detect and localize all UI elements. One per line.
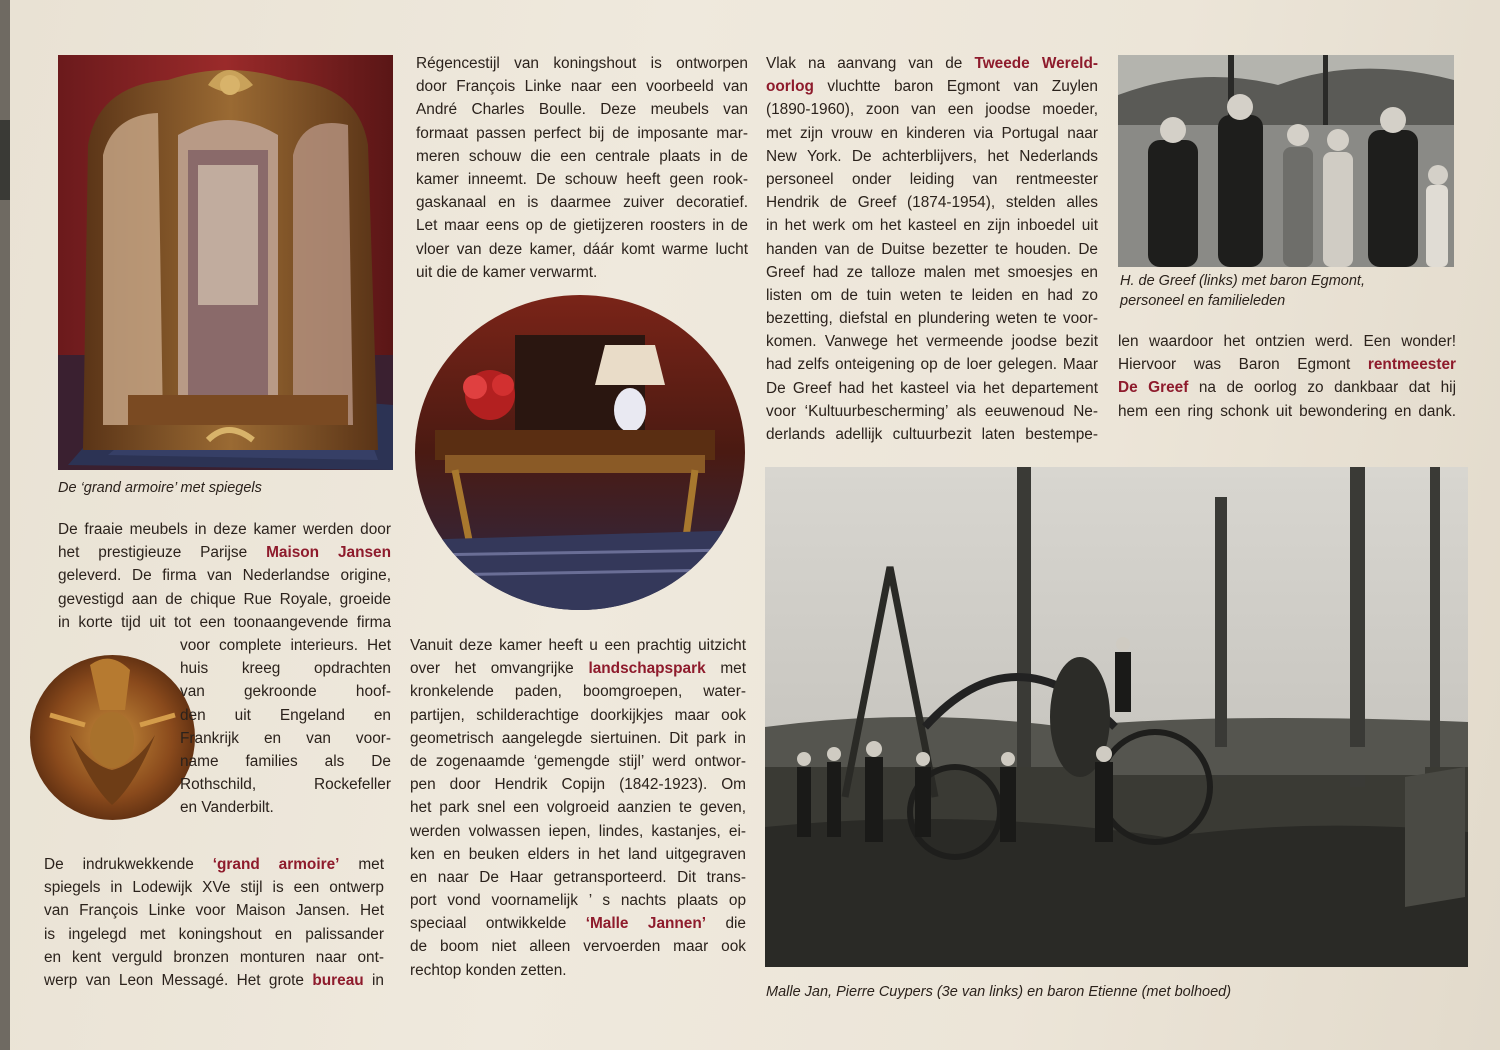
text-line	[180, 680, 391, 703]
armoire-caption: De ‘grand armoire’ met spiegels	[58, 480, 262, 496]
text-run: Hendrik de Greef (1874-1954), stelden alles	[766, 194, 1098, 212]
text-line	[180, 750, 391, 773]
text-line	[766, 400, 1098, 423]
text-run: Vlak na aanvang van de	[766, 55, 975, 72]
text-run: had zelfs onteigening op de loer gelegen. Maar	[766, 356, 1098, 374]
text-line	[1118, 376, 1456, 399]
text-line	[410, 912, 746, 935]
text-line	[58, 611, 391, 634]
text-line	[1118, 330, 1456, 353]
text-run: gaskanaal en is daarmee zuiver decoratief.	[416, 194, 748, 212]
text-run: len waardoor het ontzien werd. Een wonder!	[1118, 333, 1456, 350]
text-line	[410, 727, 746, 750]
text-line	[766, 261, 1098, 284]
text-line	[180, 773, 391, 796]
text-line	[410, 680, 746, 703]
text-run: gevestigd aan de chique Rue Royale, groeide	[58, 590, 391, 608]
text-run: Vanuit deze kamer heeft u een prachtig uitzicht	[410, 637, 746, 654]
text-run: voor ‘Kultuurbescherming’ als eeuwenoud Ne-	[766, 402, 1098, 420]
text-run: over het omvangrijke	[410, 660, 589, 678]
highlight-term: ‘grand armoire’	[212, 856, 340, 873]
text-run: Frankrijk en van voor-	[180, 729, 391, 747]
text-run: het prestigieuze Parijse	[58, 544, 267, 562]
text-line	[766, 377, 1098, 400]
highlight-term: oorlog	[766, 78, 814, 96]
text-line	[1118, 400, 1456, 423]
text-line	[410, 843, 746, 866]
col2-paragraph-1	[416, 52, 748, 284]
text-run: het park snel een volgroeid aanzien te geven,	[410, 799, 746, 817]
text-run: meren schouw die een centrale plaats in de	[416, 147, 748, 165]
text-run: die	[706, 915, 746, 933]
text-run: kronkelende paden, boomgroepen, water-	[410, 683, 746, 701]
text-run: uit die de kamer verwarmt.	[416, 263, 598, 281]
col1-paragraph-2	[44, 853, 384, 992]
text-line	[410, 750, 746, 773]
text-line	[410, 796, 746, 819]
text-line	[766, 238, 1098, 261]
text-run: Hiervoor was Baron Egmont	[1118, 356, 1368, 374]
text-line	[766, 98, 1098, 121]
malle-jan-tree-transport-photo	[765, 467, 1468, 967]
text-run: Let maar eens op de gietijzeren roosters in de	[416, 217, 748, 235]
text-run: de boom niet alleen vervoerden maar ook	[410, 938, 746, 956]
text-run: huis kreeg opdrachten	[180, 660, 391, 678]
text-run: De Greef had het kasteel via het departement	[766, 379, 1098, 397]
text-line	[766, 191, 1098, 214]
highlight-term: Maison Jansen	[266, 544, 391, 562]
text-run: door François Linke naar een voorbeeld van	[416, 78, 748, 96]
text-run: New York. De achterblijvers, het Nederlands	[766, 147, 1098, 165]
text-line	[410, 959, 746, 982]
text-line	[766, 52, 1098, 75]
text-run: in	[363, 971, 384, 989]
text-run: in het werk om het kasteel en zijn inboedel uit	[766, 217, 1098, 235]
desk-interior-photo	[415, 295, 745, 610]
text-line	[416, 261, 748, 284]
text-line	[766, 423, 1098, 446]
text-line	[180, 796, 391, 819]
text-line	[766, 284, 1098, 307]
grand-armoire-photo	[58, 55, 393, 470]
text-run: de zogenaamde ‘gemengde stijl’ werd ontwor-	[410, 752, 746, 770]
text-line	[1118, 353, 1456, 376]
text-line	[766, 214, 1098, 237]
text-run: en kent verguld bronzen monturen naar ont-	[44, 948, 384, 966]
text-line	[410, 935, 746, 958]
text-run: (1890-1960), zoon van een joodse moeder,	[766, 101, 1098, 119]
highlight-term: De Greef	[1118, 379, 1189, 397]
text-line	[416, 191, 748, 214]
text-line	[410, 820, 746, 843]
col1-paragraph-1-wrap	[180, 634, 391, 820]
text-run: na de oorlog zo dankbaar dat hij	[1188, 379, 1456, 397]
text-line	[766, 145, 1098, 168]
text-run: en naar De Haar getransporteerd. Dit trans-	[410, 868, 746, 886]
text-line	[44, 876, 384, 899]
text-run: André Charles Boulle. Deze meubels van	[416, 101, 748, 119]
text-run: van François Linke voor Maison Jansen. Het	[44, 902, 384, 920]
greef-egmont-group-photo	[1118, 55, 1454, 267]
group-photo-caption	[1120, 271, 1460, 311]
text-run: listen om de tuin weten te leiden en had zo	[766, 286, 1098, 304]
text-run: ken en beuken elders in het land uitgegraven	[410, 845, 746, 863]
text-run: werden volwassen iepen, lindes, kastanjes, ei-	[410, 822, 746, 840]
text-run: van gekroonde hoof-	[180, 683, 391, 701]
col1-paragraph-1	[58, 518, 391, 634]
highlight-term: landschapspark	[588, 660, 706, 678]
text-run: in korte tijd uit tot een toonaangevende firma	[58, 613, 391, 631]
text-line	[766, 75, 1098, 98]
text-line	[44, 853, 384, 876]
text-run: met zijn vrouw en kinderen via Portugal naar	[766, 124, 1098, 142]
text-line	[410, 773, 746, 796]
text-line	[58, 518, 391, 541]
text-run: hem een ring schonk uit bewondering en dank.	[1118, 402, 1456, 420]
text-line	[410, 889, 746, 912]
text-line	[766, 168, 1098, 191]
text-line	[416, 52, 748, 75]
text-run: spiegels in Lodewijk XVe stijl is een ontwerp	[44, 879, 384, 897]
group-photo-caption-line-2: personeel en familieleden	[1120, 293, 1286, 309]
text-run: personeel onder leiding van rentmeester	[766, 170, 1098, 188]
text-run: derlands adellijk cultuurbezit laten bestempe-	[766, 426, 1098, 443]
text-run: vluchtte baron Egmont van Zuylen	[813, 78, 1098, 96]
text-line	[44, 899, 384, 922]
ornament-mask-photo	[30, 655, 195, 820]
text-run: den uit Engeland en	[180, 706, 391, 724]
text-run: en Vanderbilt.	[180, 799, 274, 817]
text-line	[766, 307, 1098, 330]
text-line	[180, 657, 391, 680]
text-line	[180, 704, 391, 727]
text-line	[416, 75, 748, 98]
text-run: werp van Leon Messagé. Het grote	[44, 971, 313, 989]
text-line	[58, 564, 391, 587]
text-line	[416, 238, 748, 261]
text-line	[180, 634, 391, 657]
text-line	[410, 634, 746, 657]
text-line	[416, 98, 748, 121]
text-run: Rothschild, Rockefeller	[180, 776, 391, 794]
text-line	[416, 168, 748, 191]
group-photo-caption-line-1: H. de Greef (links) met baron Egmont,	[1120, 273, 1365, 289]
text-line	[58, 588, 391, 611]
text-run: met	[339, 856, 384, 873]
bottom-photo-caption: Malle Jan, Pierre Cuypers (3e van links) en baron Etienne (met bolhoed)	[766, 984, 1232, 1000]
text-run: formaat passen perfect bij de imposante mar-	[416, 124, 748, 142]
col3-paragraph-1	[766, 52, 1098, 446]
text-run: met	[705, 660, 746, 678]
text-line	[766, 122, 1098, 145]
text-line	[766, 353, 1098, 376]
col2-paragraph-2	[410, 634, 746, 982]
text-run: geleverd. De firma van Nederlandse origine,	[58, 567, 391, 585]
text-run: bezetting, diefstal en plundering weten te voor-	[766, 310, 1098, 328]
text-run: Greef had ze talloze malen met smoesjes en	[766, 263, 1098, 281]
text-run: name families als De	[180, 752, 391, 770]
text-line	[410, 866, 746, 889]
text-run: voor complete interieurs. Het	[180, 637, 391, 654]
text-run: kamer inneemt. De schouw heeft geen rook-	[416, 170, 748, 188]
text-run: komen. Vanwege het vermeende joodse bezit	[766, 333, 1098, 351]
text-line	[766, 330, 1098, 353]
text-line	[410, 657, 746, 680]
text-line	[44, 969, 384, 992]
text-run: handen van de Duitse bezetter te houden. De	[766, 240, 1098, 258]
text-run: De indrukwekkende	[44, 856, 213, 873]
highlight-term: bureau	[312, 971, 364, 989]
text-line	[180, 727, 391, 750]
text-run: vloer van deze kamer, dáár komt warme lucht	[416, 240, 748, 258]
col4-paragraph-1	[1118, 330, 1456, 423]
text-line	[416, 145, 748, 168]
text-run: pen door Hendrik Copijn (1842-1923). Om	[410, 776, 746, 794]
text-run: geometrisch aangelegde siertuinen. Dit park in	[410, 729, 746, 747]
text-run: Régencestijl van koningshout is ontworpen	[416, 55, 748, 72]
text-run: port vond voornamelijk ’ s nachts plaats op	[410, 892, 746, 910]
text-run: rechtop konden zetten.	[410, 961, 567, 979]
text-line	[44, 946, 384, 969]
highlight-term: rentmeester	[1367, 356, 1456, 374]
highlight-term: ‘Malle Jannen’	[585, 915, 707, 933]
text-run: speciaal ontwikkelde	[410, 915, 586, 933]
text-run: is ingelegd met koningshout en palissander	[44, 925, 384, 943]
text-line	[410, 704, 746, 727]
text-run: partijen, schilderachtige doorkijkjes maar ook	[410, 706, 746, 724]
text-run: De fraaie meubels in deze kamer werden door	[58, 521, 391, 538]
highlight-term: Tweede Wereld-	[974, 55, 1098, 72]
text-line	[416, 122, 748, 145]
text-line	[58, 541, 391, 564]
text-line	[44, 923, 384, 946]
text-line	[416, 214, 748, 237]
